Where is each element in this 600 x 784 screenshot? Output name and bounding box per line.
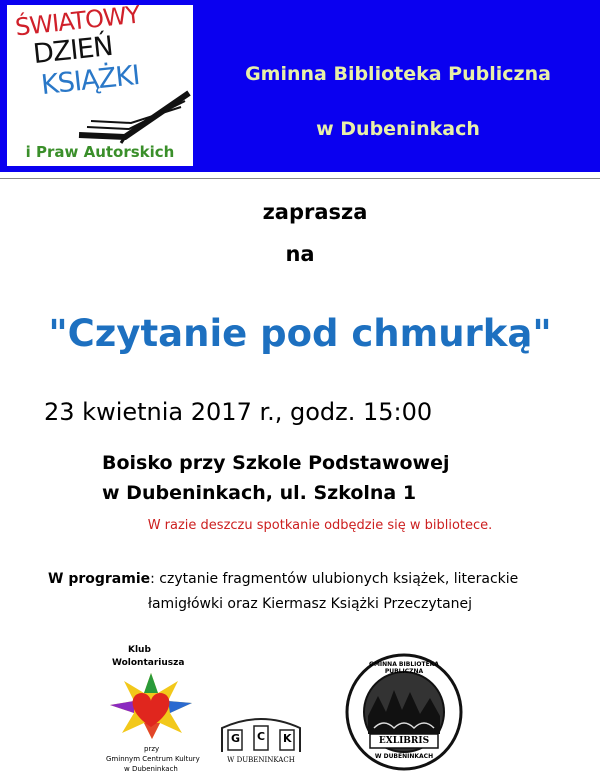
exlibris-bottom-text: W DUBENINKACH bbox=[374, 753, 434, 760]
event-place-line-2: w Dubeninkach, ul. Szkolna 1 bbox=[102, 482, 417, 504]
exlibris-stamp bbox=[344, 652, 464, 772]
program-line-2: łamigłówki oraz Kiermasz Książki Przeczytanej bbox=[148, 596, 473, 612]
klub-line-5: w Dubeninkach bbox=[124, 765, 178, 773]
gck-caption: W DUBENINKACH bbox=[227, 756, 295, 764]
rain-note: W razie deszczu spotkanie odbędzie się w bibliotece. bbox=[147, 518, 493, 533]
gck-letter-c: C bbox=[257, 730, 266, 743]
program-text-1: : czytanie fragmentów ulubionych książek, literackie bbox=[150, 571, 519, 587]
world-book-day-logo bbox=[7, 0, 193, 166]
gck-letter-g: G bbox=[231, 732, 241, 745]
volunteer-club-logo bbox=[100, 645, 210, 780]
event-place-line-1: Boisko przy Szkole Podstawowej bbox=[102, 452, 450, 474]
klub-line-2: Wolontariusza bbox=[112, 658, 185, 668]
exlibris-ring-text: GMINNA BIBLIOTEKA PUBLICZNA bbox=[369, 661, 439, 675]
heart-star-icon bbox=[106, 671, 196, 741]
logo-line-3: KSIĄŻKI bbox=[39, 59, 141, 102]
program-line-1 bbox=[48, 571, 518, 587]
logo-line-2: DZIEŃ bbox=[31, 30, 114, 71]
invite-line-2: na bbox=[285, 242, 315, 266]
logo-line-1: ŚWIATOWY bbox=[13, 0, 141, 42]
gck-logo bbox=[218, 716, 304, 768]
exlibris-banner: EXLIBRIS bbox=[378, 736, 430, 746]
klub-line-3: przy bbox=[144, 745, 160, 753]
event-date-time: 23 kwietnia 2017 r., godz. 15:00 bbox=[44, 398, 433, 426]
header-banner bbox=[0, 0, 600, 172]
library-location: w Dubeninkach bbox=[316, 118, 480, 140]
library-name: Gminna Biblioteka Publiczna bbox=[245, 63, 551, 85]
logo-subtitle: i Praw Autorskich bbox=[25, 143, 175, 161]
event-title: "Czytanie pod chmurką" bbox=[48, 312, 552, 355]
book-icon bbox=[77, 85, 192, 145]
klub-line-4: Gminnym Centrum Kultury bbox=[106, 755, 200, 763]
program-label: W programie bbox=[48, 571, 151, 587]
klub-line-1: Klub bbox=[128, 645, 151, 655]
invite-line-1: zaprasza bbox=[262, 200, 368, 224]
gck-letter-k: K bbox=[283, 732, 292, 745]
divider bbox=[0, 178, 600, 179]
